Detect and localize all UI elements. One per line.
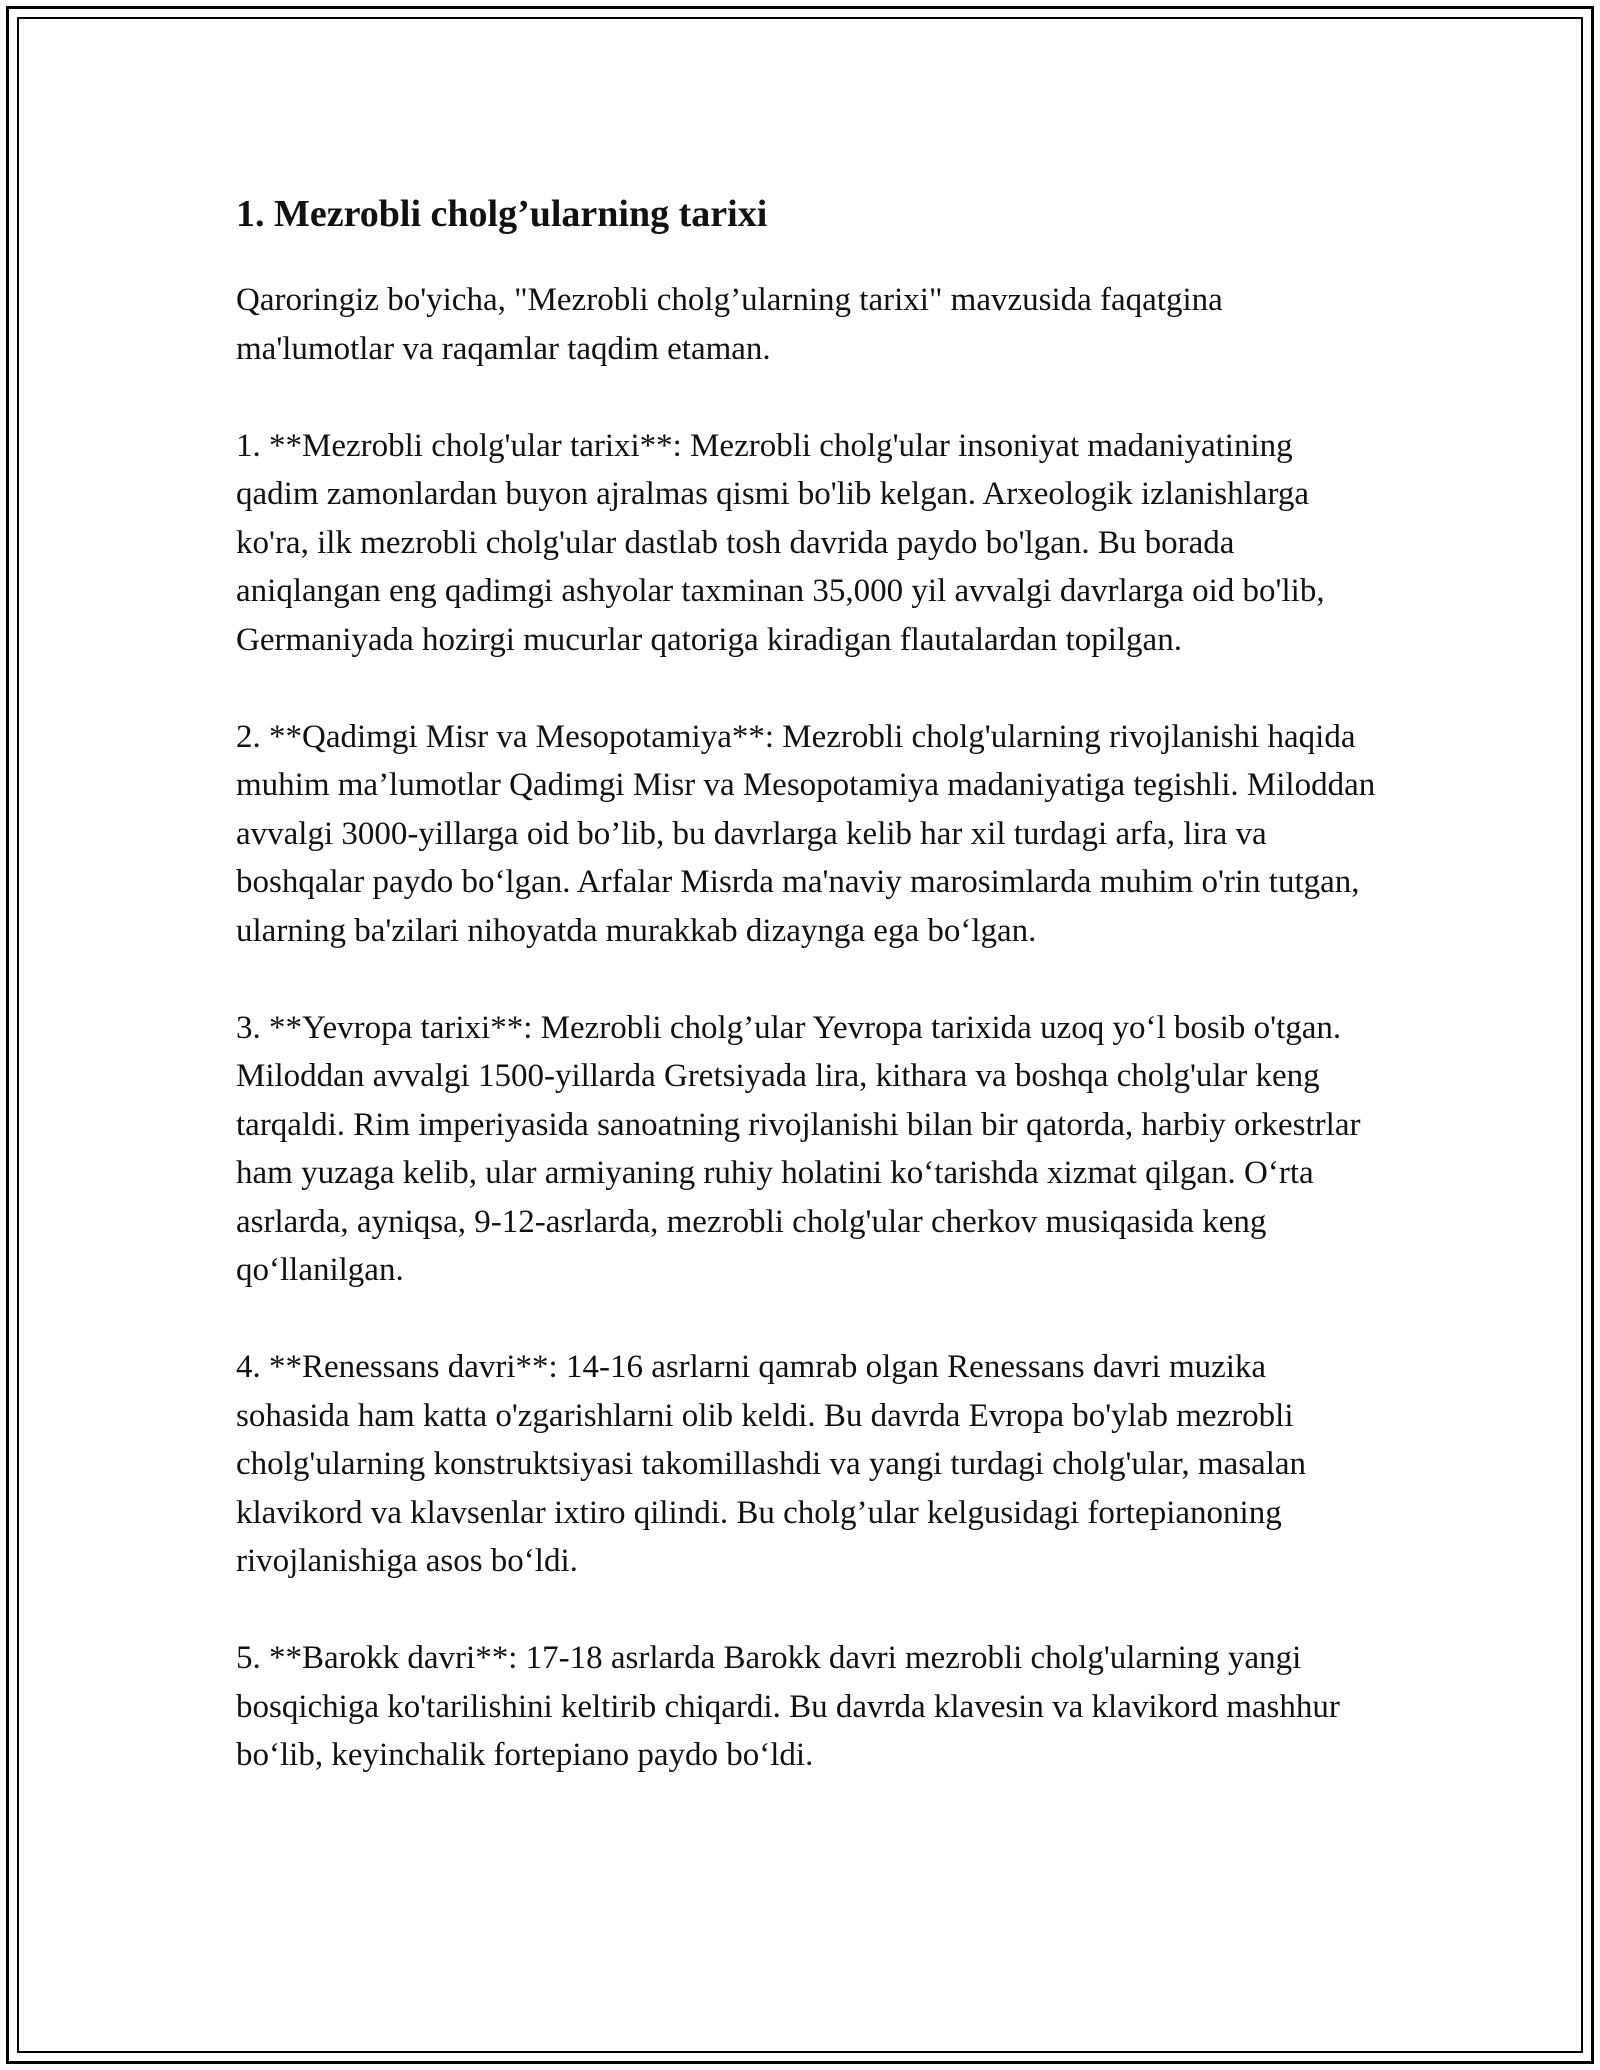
document-body: [236, 186, 1376, 1828]
paragraph-history: 1. **Mezrobli cholg'ular tarixi**: Mezrobli cholg'ular insoniyat madaniyatining qadim zamonlardan buyon ajralmas qismi bo'lib kelgan. Arxeologik izlanishlarga ko'ra, ilk mezrobli cholg'ular dastlab tosh davrida paydo bo'lgan. Bu borada aniqlangan eng qadimgi ashyolar taxminan 35,000 yil avvalgi davrlarga oid bo'lib, Germaniyada hozirgi mucurlar qatoriga kiradigan flautalardan topilgan.: [236, 427, 1325, 658]
intro-paragraph: Qaroringiz bo'yicha, "Mezrobli cholg’ularning tarixi" mavzusida faqatgina ma'lumotlar va raqamlar taqdim etaman.: [236, 282, 1223, 367]
paragraph-baroque: 5. **Barokk davri**: 17-18 asrlarda Barokk davri mezrobli cholg'ularning yangi bosqichiga ko'tarilishini keltirib chiqardi. Bu davrda klavesin va klavikord mashhur bo‘lib, keyinchalik fortepiano paydo bo‘ldi.: [236, 1640, 1340, 1773]
paragraph-renaissance: 4. **Renessans davri**: 14-16 asrlarni qamrab olgan Renessans davri muzika sohasida ham katta o'zgarishlarni olib keldi. Bu davrda Evropa bo'ylab mezrobli cholg'ularning konstruktsiyasi takomillashdi va yangi turdagi cholg'ular, masalan klavikord va klavsenlar ixtiro qilindi. Bu cholg’ular kelgusidagi fortepianoning rivojlanishiga asos bo‘ldi.: [236, 1349, 1307, 1579]
paragraph-egypt-mesopotamia: 2. **Qadimgi Misr va Mesopotamiya**: Mezrobli cholg'ularning rivojlanishi haqida muhim ma’lumotlar Qadimgi Misr va Mesopotamiya madaniyatiga tegishli. Miloddan avvalgi 3000-yillarga oid bo’lib, bu davrlarga kelib har xil turdagi arfa, lira va boshqalar paydo bo‘lgan. Arfalar Misrda ma'naviy marosimlarda muhim o'rin tutgan, ularning ba'zilari nihoyatda murakkab dizaynga ega bo‘lgan.: [236, 718, 1376, 949]
document-title: 1. Mezrobli cholg’ularning tarixi: [236, 193, 768, 235]
paragraph-europe: 3. **Yevropa tarixi**: Mezrobli cholg’ular Yevropa tarixida uzoq yo‘l bosib o'tgan. Miloddan avvalgi 1500-yillarda Gretsiyada lira, kithara va boshqa cholg'ular keng tarqaldi. Rim imperiyasida sanoatning rivojlanishi bilan bir qatorda, harbiy orkestrlar ham yuzaga kelib, ular armiyaning ruhiy holatini ko‘tarishda xizmat qilgan. O‘rta asrlarda, ayniqsa, 9-12-asrlarda, mezrobli cholg'ular cherkov musiqasida keng qo‘llanilgan.: [236, 1009, 1361, 1288]
